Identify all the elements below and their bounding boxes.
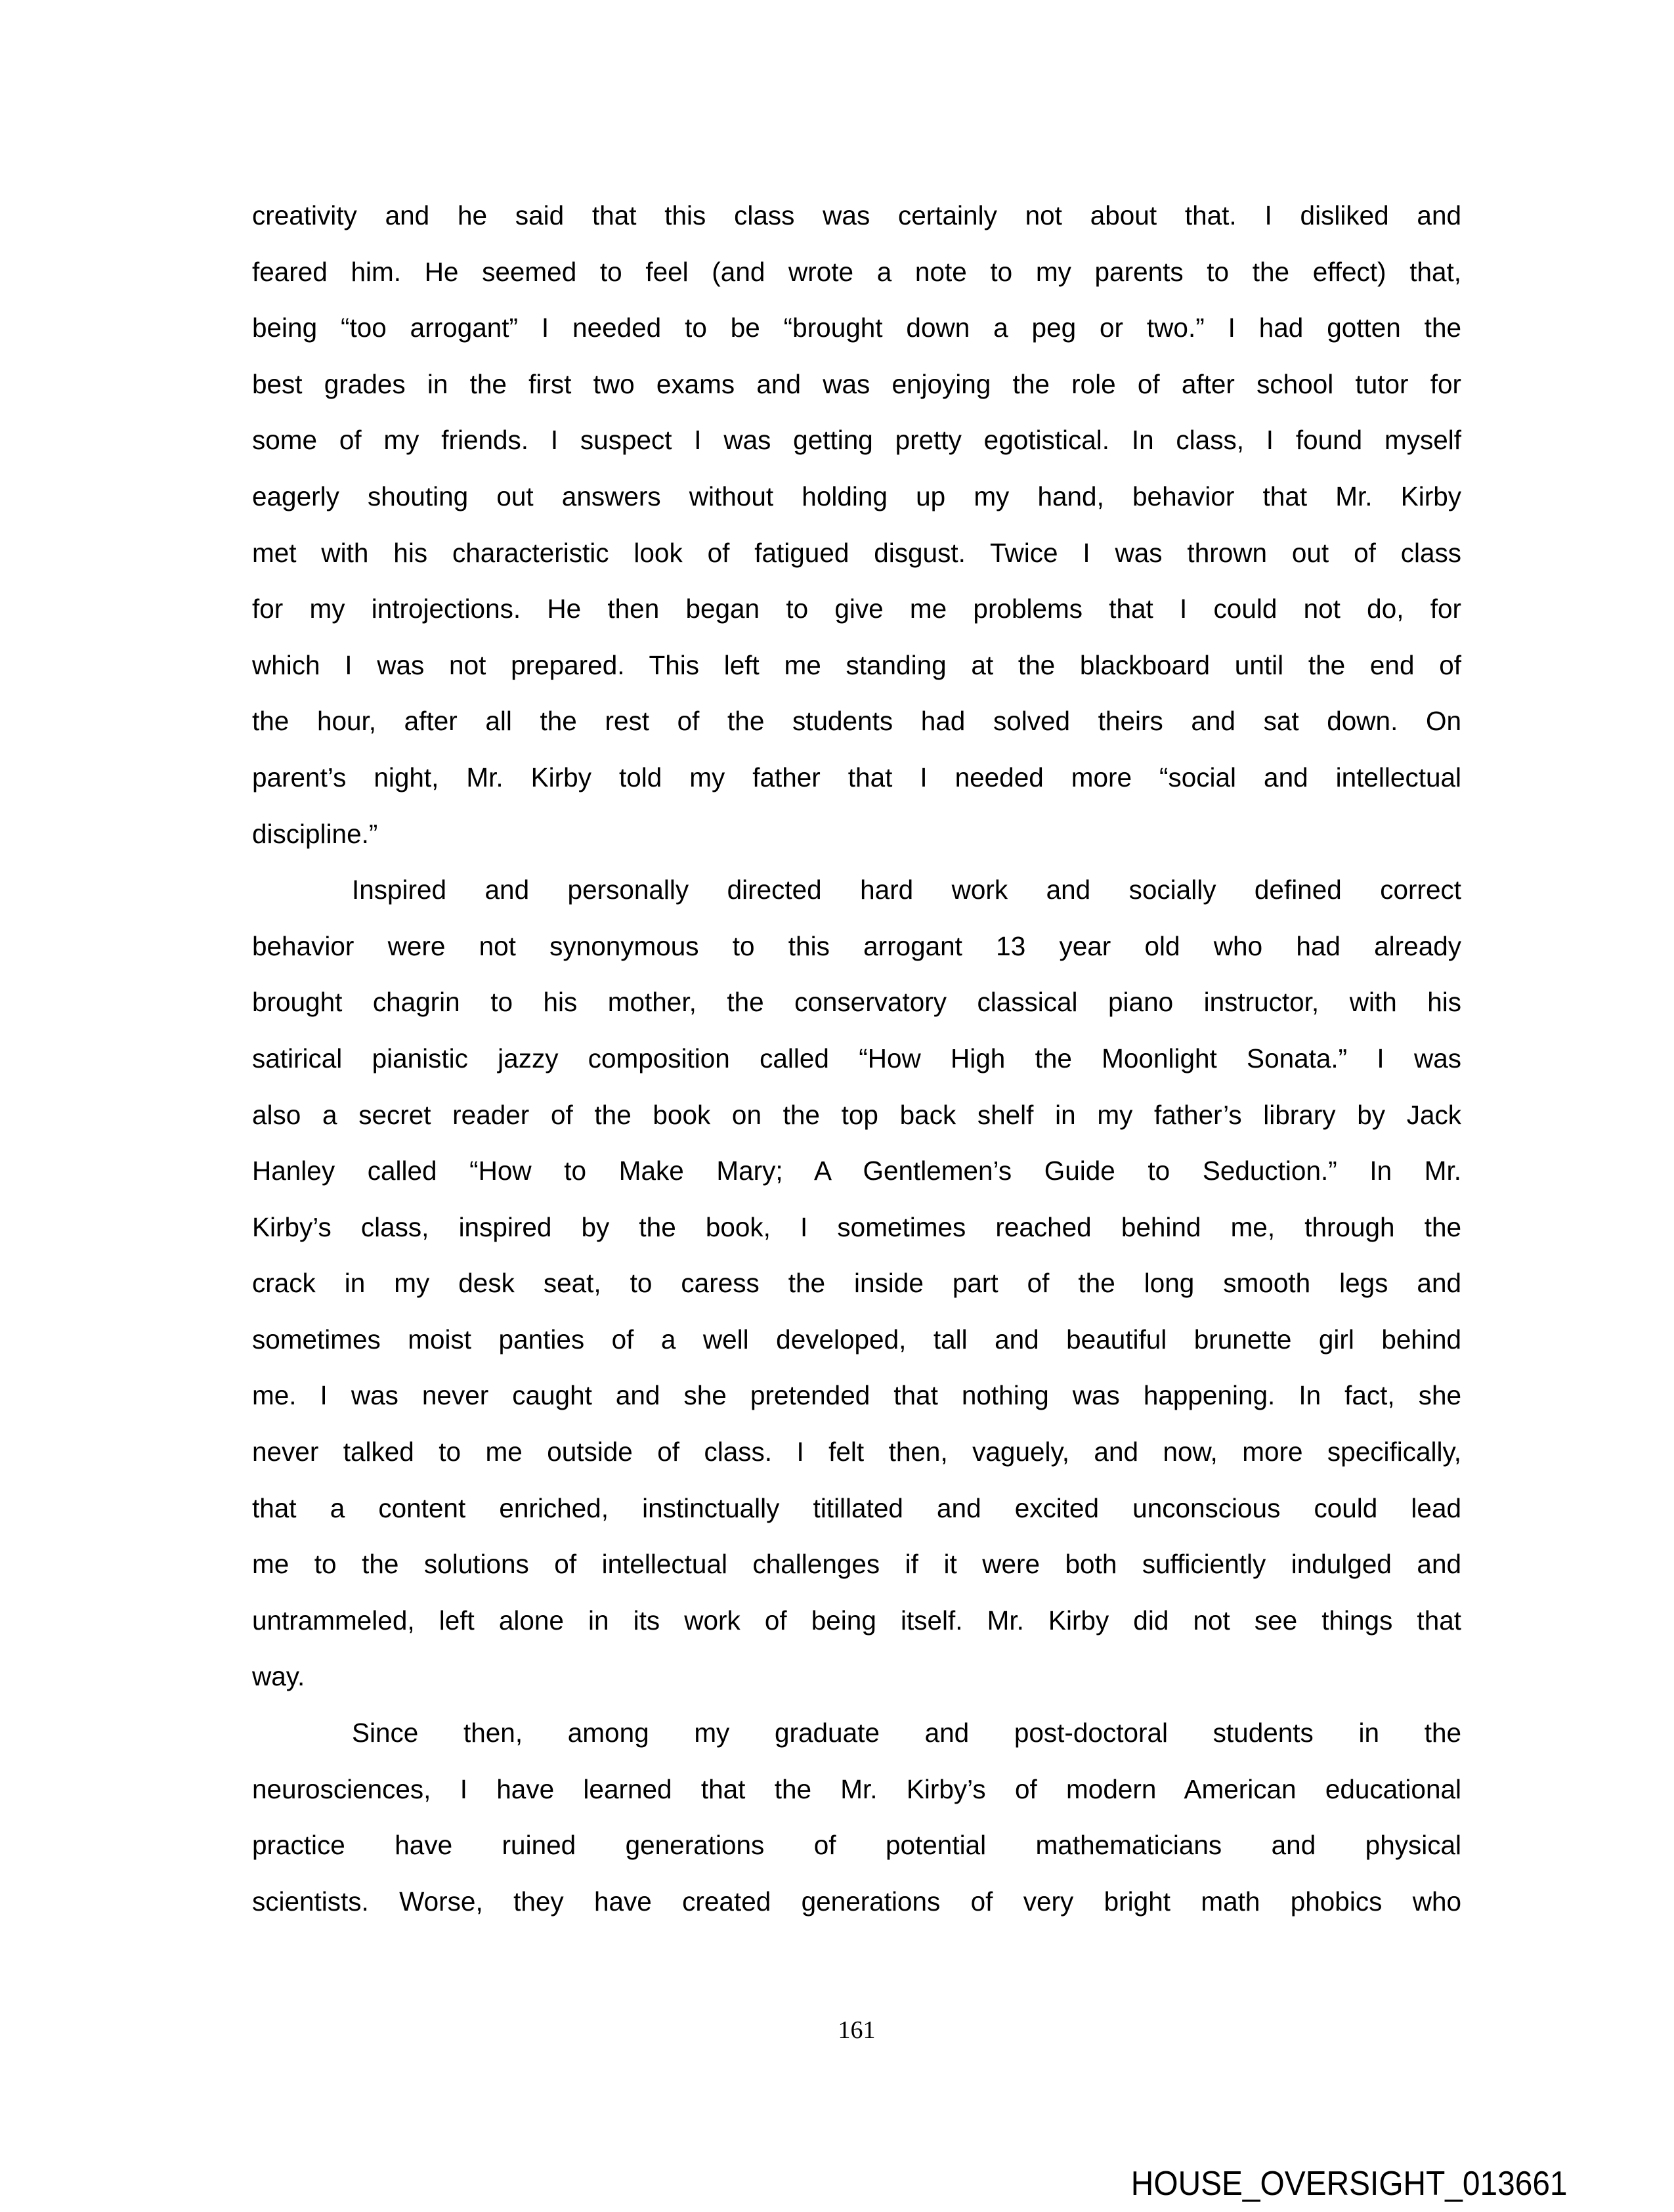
text-line: Inspired and personally directed hard work and socially defined correct (352, 875, 1461, 905)
text-line: some of my friends. I suspect I was getting pretty egotistical. In class, I found myself (252, 425, 1461, 456)
text-line: crack in my desk seat, to caress the inside part of the long smooth legs and (252, 1268, 1461, 1299)
text-line: for my introjections. He then began to give me problems that I could not do, for (252, 594, 1461, 624)
text-line: met with his characteristic look of fatigued disgust. Twice I was thrown out of class (252, 537, 1461, 568)
text-line: also a secret reader of the book on the top back shelf in my father’s library by Jack (252, 1099, 1461, 1130)
text-line: never talked to me outside of class. I felt then, vaguely, and now, more specifically, (252, 1437, 1461, 1467)
text-line: that a content enriched, instinctually titillated and excited unconscious could lead (252, 1492, 1461, 1523)
text-line: which I was not prepared. This left me standing at the blackboard until the end of (252, 649, 1461, 680)
text-line: Hanley called “How to Make Mary; A Gentlemen’s Guide to Seduction.” In Mr. (252, 1156, 1461, 1186)
text-line: behavior were not synonymous to this arrogant 13 year old who had already (252, 930, 1461, 961)
text-line: me. I was never caught and she pretended that nothing was happening. In fact, she (252, 1380, 1461, 1411)
paragraph (252, 862, 1461, 1705)
text-line: untrammeled, left alone in its work of being itself. Mr. Kirby did not see things that (252, 1605, 1461, 1636)
paragraph (252, 188, 1461, 862)
text-line: Since then, among my graduate and post-doctoral students in the (352, 1718, 1461, 1748)
text-line: sometimes moist panties of a well developed, tall and beautiful brunette girl behind (252, 1324, 1461, 1355)
paragraph (252, 1705, 1461, 1930)
text-line: Kirby’s class, inspired by the book, I sometimes reached behind me, through the (252, 1211, 1461, 1242)
text-line: scientists. Worse, they have created generations of very bright math phobics who (252, 1886, 1461, 1917)
text-line: being “too arrogant” I needed to be “brought down a peg or two.” I had gotten the (252, 313, 1461, 343)
body-text (252, 188, 1461, 1930)
text-line: brought chagrin to his mother, the conservatory classical piano instructor, with his (252, 987, 1461, 1018)
text-line: discipline.” (252, 818, 378, 849)
text-line: creativity and he said that this class was certainly not about that. I disliked and (252, 200, 1461, 230)
text-line: parent’s night, Mr. Kirby told my father that I needed more “social and intellectual (252, 762, 1461, 792)
text-line: eagerly shouting out answers without holding up my hand, behavior that Mr. Kirby (252, 481, 1461, 511)
text-line: practice have ruined generations of potential mathematicians and physical (252, 1830, 1461, 1861)
text-line: the hour, after all the rest of the students had solved theirs and sat down. On (252, 706, 1461, 737)
text-line: neurosciences, I have learned that the Mr. Kirby’s of modern American educational (252, 1773, 1461, 1804)
text-line: way. (252, 1661, 305, 1692)
page-number: 161 (838, 2016, 876, 2044)
text-line: me to the solutions of intellectual challenges if it were both sufficiently indulged and (252, 1549, 1461, 1580)
document-id-stamp: HOUSE_OVERSIGHT_013661 (1131, 2165, 1568, 2203)
text-line: feared him. He seemed to feel (and wrote a note to my parents to the effect) that, (252, 256, 1461, 287)
text-line: satirical pianistic jazzy composition called “How High the Moonlight Sonata.” I was (252, 1043, 1461, 1073)
text-line: best grades in the first two exams and was enjoying the role of after school tutor for (252, 368, 1461, 399)
